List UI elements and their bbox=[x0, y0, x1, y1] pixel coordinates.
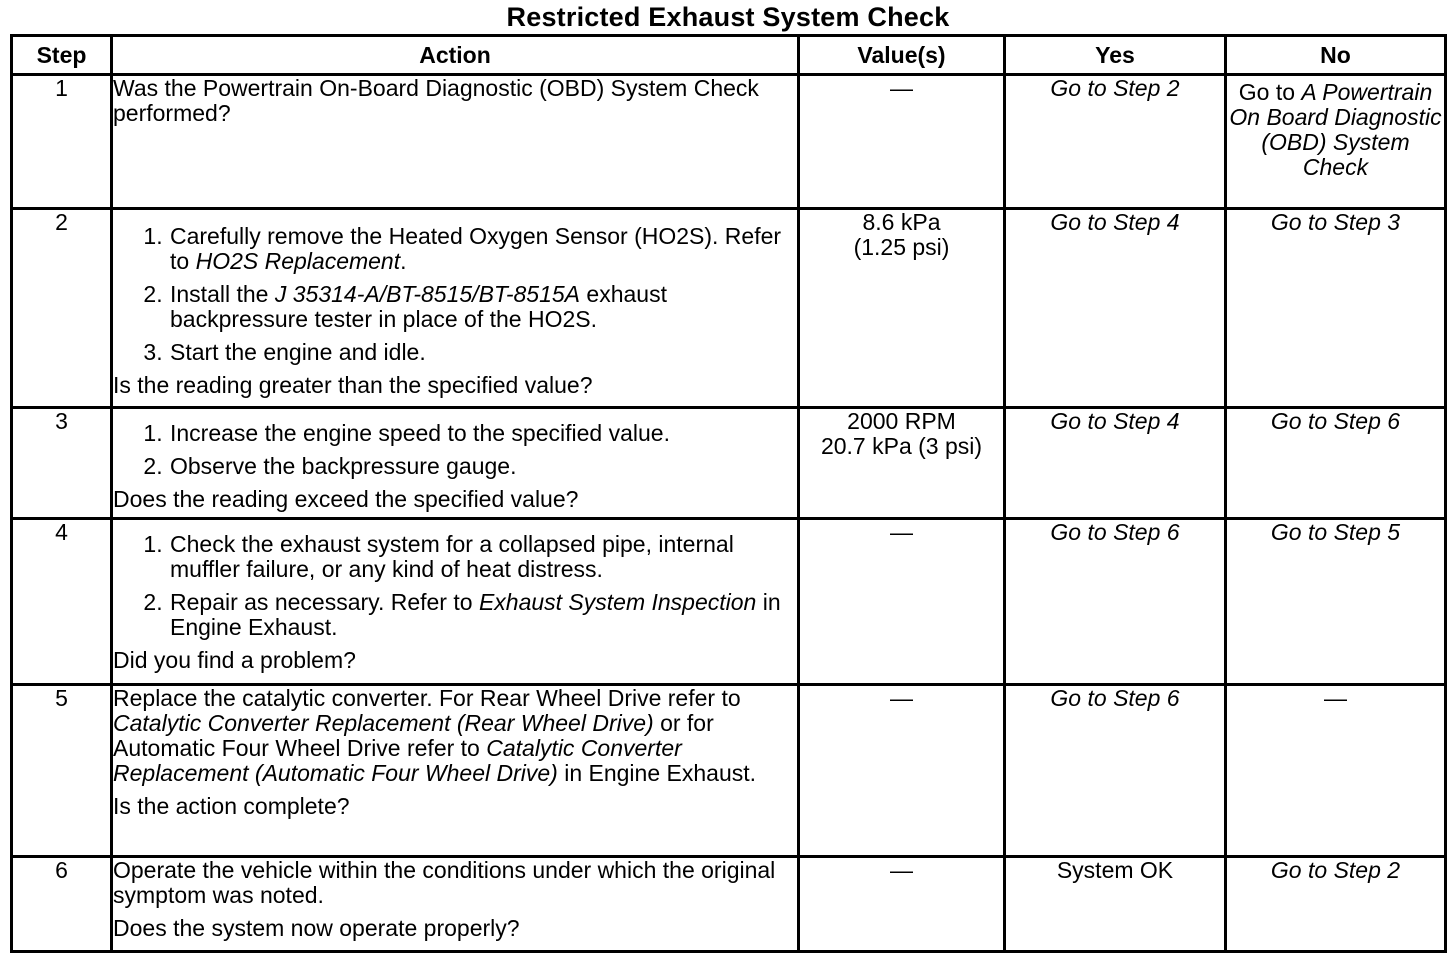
action-question: Did you find a problem? bbox=[113, 647, 356, 673]
header-row bbox=[12, 36, 1446, 75]
yes-cell bbox=[1005, 75, 1226, 209]
table-row bbox=[12, 519, 1446, 685]
action-steps bbox=[113, 532, 797, 640]
action-steps bbox=[113, 421, 797, 479]
no-prefix: Go to bbox=[1238, 79, 1302, 105]
tool-reference: J 35314-A/BT-8515/BT-8515A bbox=[274, 281, 581, 307]
ho2s-replacement-link[interactable]: HO2S Replacement bbox=[195, 248, 401, 274]
step-number: 3 bbox=[12, 408, 112, 519]
table-row bbox=[12, 685, 1446, 857]
value-line: 8.6 kPa bbox=[862, 209, 941, 235]
action-question: Does the system now operate properly? bbox=[113, 915, 520, 941]
value-cell bbox=[799, 408, 1005, 519]
table-row bbox=[12, 209, 1446, 408]
action-question: Is the action complete? bbox=[113, 793, 350, 819]
action-text: Operate the vehicle within the conditions under which the original symptom was noted. bbox=[113, 857, 776, 908]
header-action: Action bbox=[112, 36, 799, 75]
action-cell bbox=[112, 408, 799, 519]
yes-result: System OK bbox=[1056, 857, 1174, 883]
no-cell bbox=[1226, 209, 1446, 408]
awd-replacement-link[interactable]: Catalytic Converter Replacement (Automatic Four Wheel Drive) bbox=[113, 735, 682, 786]
header-no: No bbox=[1226, 36, 1446, 75]
procedure-table bbox=[10, 34, 1447, 953]
step-number: 6 bbox=[12, 857, 112, 952]
value-line: 20.7 kPa (3 psi) bbox=[820, 433, 983, 459]
no-cell bbox=[1226, 408, 1446, 519]
action-step-item: 2. Install the J 35314-A/BT-8515/BT-8515A exhaust backpressure tester in place of the HO2S. bbox=[169, 282, 797, 332]
value-line: 2000 RPM bbox=[847, 408, 956, 434]
value-cell: — bbox=[799, 519, 1005, 685]
header-yes: Yes bbox=[1005, 36, 1226, 75]
no-cell bbox=[1226, 519, 1446, 685]
action-step-item: 1. Check the exhaust system for a collapsed pipe, internal muffler failure, or any kind of heat distress. bbox=[169, 532, 797, 582]
yes-cell bbox=[1005, 519, 1226, 685]
yes-link[interactable]: Go to Step 2 bbox=[1050, 75, 1180, 101]
yes-link[interactable]: Go to Step 6 bbox=[1050, 519, 1180, 545]
action-step-item: 3. Start the engine and idle. bbox=[169, 340, 797, 365]
rwd-replacement-link[interactable]: Catalytic Converter Replacement (Rear Wheel Drive) bbox=[113, 710, 654, 736]
page-title: Restricted Exhaust System Check bbox=[506, 2, 950, 32]
action-question: Does the reading exceed the specified value? bbox=[113, 486, 579, 512]
exhaust-inspection-link[interactable]: Exhaust System Inspection bbox=[478, 589, 757, 615]
action-step-item: 2. Observe the backpressure gauge. bbox=[169, 454, 797, 479]
action-cell bbox=[112, 857, 799, 952]
yes-cell bbox=[1005, 857, 1226, 952]
action-cell bbox=[112, 519, 799, 685]
action-step-item: 1. Increase the engine speed to the specified value. bbox=[169, 421, 797, 446]
yes-cell bbox=[1005, 685, 1226, 857]
action-question: Was the Powertrain On-Board Diagnostic (OBD) System Check performed? bbox=[113, 75, 759, 126]
action-cell bbox=[112, 75, 799, 209]
header-values: Value(s) bbox=[799, 36, 1005, 75]
no-cell bbox=[1226, 75, 1446, 209]
no-link[interactable]: Go to Step 5 bbox=[1270, 519, 1401, 545]
yes-link[interactable]: Go to Step 6 bbox=[1050, 685, 1180, 711]
value-cell: — bbox=[799, 857, 1005, 952]
no-link[interactable]: Go to Step 6 bbox=[1270, 408, 1401, 434]
yes-link[interactable]: Go to Step 4 bbox=[1050, 209, 1180, 235]
value-cell: — bbox=[799, 75, 1005, 209]
action-cell bbox=[112, 685, 799, 857]
no-link[interactable]: A Powertrain On Board Diagnostic (OBD) System Check bbox=[1229, 79, 1442, 180]
yes-link[interactable]: Go to Step 4 bbox=[1050, 408, 1180, 434]
table-row bbox=[12, 408, 1446, 519]
action-cell bbox=[112, 209, 799, 408]
step-number: 2 bbox=[12, 209, 112, 408]
action-step-item: 1. Carefully remove the Heated Oxygen Sensor (HO2S). Refer to HO2S Replacement. bbox=[169, 224, 797, 274]
step-number: 1 bbox=[12, 75, 112, 209]
value-line: (1.25 psi) bbox=[853, 234, 950, 260]
table-row bbox=[12, 857, 1446, 952]
no-cell bbox=[1226, 857, 1446, 952]
table-row bbox=[12, 75, 1446, 209]
action-step-item: 2. Repair as necessary. Refer to Exhaust System Inspection in Engine Exhaust. bbox=[169, 590, 797, 640]
header-step: Step bbox=[12, 36, 112, 75]
step-number: 4 bbox=[12, 519, 112, 685]
action-text: Replace the catalytic converter. For Rear Wheel Drive refer to Catalytic Converter Replacement (Rear Wheel Drive) or for Automatic Four Wheel Drive refer to Catalytic Converter Replacement (Automatic Four Wheel Drive) in Engine Exhaust. bbox=[113, 685, 757, 786]
no-cell: — bbox=[1226, 685, 1446, 857]
action-question: Is the reading greater than the specified value? bbox=[113, 372, 593, 398]
yes-cell bbox=[1005, 209, 1226, 408]
step-number: 5 bbox=[12, 685, 112, 857]
no-link[interactable]: Go to Step 2 bbox=[1270, 857, 1401, 883]
value-cell bbox=[799, 209, 1005, 408]
value-cell: — bbox=[799, 685, 1005, 857]
no-link[interactable]: Go to Step 3 bbox=[1270, 209, 1401, 235]
action-steps bbox=[113, 224, 797, 365]
yes-cell bbox=[1005, 408, 1226, 519]
